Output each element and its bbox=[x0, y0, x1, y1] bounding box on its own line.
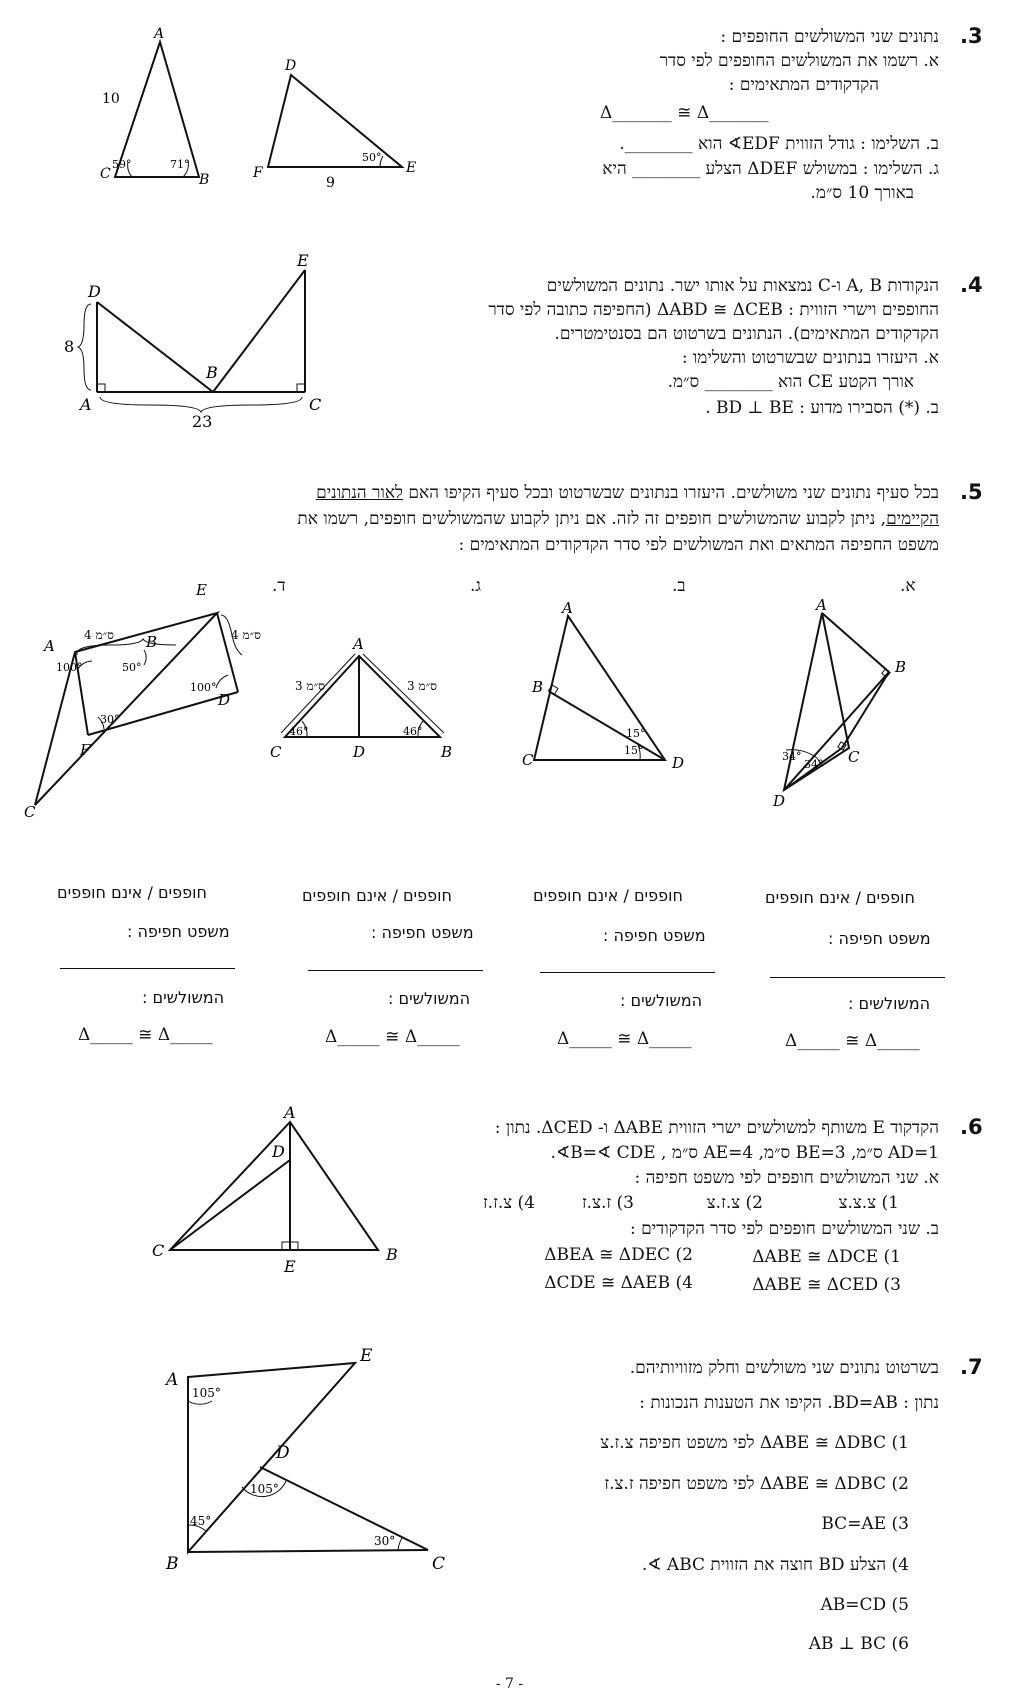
angle-1: 15° bbox=[626, 727, 646, 740]
angle-1: 46° bbox=[289, 725, 309, 738]
q4-line-4: א. היעזרו בנתונים שבשרטוט והשלימו : bbox=[681, 348, 939, 368]
angle-f: 30° bbox=[100, 713, 120, 726]
question-number-3: .3 bbox=[960, 24, 983, 48]
q4-figure bbox=[60, 251, 360, 431]
q6-a-option-1[interactable]: 1) צ.צ.צ bbox=[838, 1193, 899, 1213]
q3-title: נתונים שני המשולשים החופפים : bbox=[720, 27, 939, 47]
side-2: 3 ס״מ bbox=[407, 679, 437, 693]
q5-underlined-phrase-2: הקיימים bbox=[886, 509, 939, 529]
q7-option-4[interactable]: 4) הצלע BD חוצה את הזווית ABC ∢. bbox=[641, 1555, 909, 1575]
q6-b-option-3[interactable]: 3) ΔABE ≅ ΔCED bbox=[752, 1275, 901, 1295]
q5-part-a-letter: א. bbox=[900, 576, 916, 596]
triangle-def bbox=[268, 75, 402, 167]
page-number: - 7 - bbox=[495, 1676, 524, 1692]
q5-c-choice[interactable]: חופפים / אינם חופפים bbox=[302, 886, 452, 905]
q5-part-c-letter: ג. bbox=[470, 576, 482, 596]
label-b: B bbox=[166, 1554, 179, 1574]
q5-c-theorem-label: משפט חפיפה : bbox=[371, 923, 474, 942]
label-a: A bbox=[44, 637, 55, 655]
q7-given: נתון : BD=AB. הקיפו את הטענות הנכונות : bbox=[639, 1393, 939, 1413]
label-c: C bbox=[848, 748, 860, 766]
angle-c: 30° bbox=[374, 1534, 396, 1548]
label-e: E bbox=[360, 1346, 373, 1366]
q5-b-triangles-blank[interactable]: Δ_____ ≅ Δ_____ bbox=[557, 1029, 692, 1049]
label-c: C bbox=[24, 803, 36, 821]
q3-part-a-blank: Δ_______ ≅ Δ_______ bbox=[600, 103, 769, 123]
q5-part-d-letter: ד. bbox=[272, 576, 286, 596]
q3-part-c-line2: באורך 10 ס״מ. bbox=[810, 183, 914, 203]
q5-line-1 bbox=[316, 482, 939, 504]
side-2: 4 ס״מ bbox=[231, 628, 261, 642]
q6-b-option-1[interactable]: 1) ΔABE ≅ ΔDCE bbox=[752, 1247, 901, 1267]
q6-a-option-3[interactable]: 3) ז.צ.ז bbox=[581, 1193, 634, 1213]
q6-part-b: ב. שני המשולשים חופפים לפי סדר הקדקודים : bbox=[629, 1219, 939, 1239]
triangle-abc bbox=[115, 42, 199, 177]
q6-a-option-4[interactable]: 4) צ.ז.ז bbox=[482, 1193, 535, 1213]
side-1: 3 ס״מ bbox=[295, 679, 325, 693]
label-b: B bbox=[441, 743, 453, 761]
label-d: D bbox=[672, 754, 685, 772]
q5-b-choice[interactable]: חופפים / אינם חופפים bbox=[533, 886, 683, 905]
label-d: D bbox=[773, 792, 786, 810]
angle-2: 34° bbox=[804, 758, 824, 771]
label-a: A bbox=[154, 26, 165, 42]
q6-b-option-4[interactable]: 4) ΔCDE ≅ ΔAEB bbox=[544, 1273, 693, 1293]
label-f: F bbox=[253, 165, 263, 181]
q5-d-triangles-blank[interactable]: Δ_____ ≅ Δ_____ bbox=[78, 1025, 213, 1045]
angle-1: 34° bbox=[782, 750, 802, 763]
q5-line-2: הקיימים, ניתן לקבוע שהמשולשים חופפים זה לזה. אם ניתן לקבוע שהמשולשים חופפים, רשמו את bbox=[297, 509, 939, 529]
q7-option-2[interactable]: 2) ΔABE ≅ ΔDBC לפי משפט חפיפה ז.צ.ז bbox=[604, 1474, 909, 1494]
angle-2: 46° bbox=[403, 725, 423, 738]
q4-line-5: אורך הקטע CE הוא ________ ס״מ. bbox=[667, 372, 914, 392]
angle-d: 105° bbox=[250, 1482, 279, 1496]
label-a: A bbox=[816, 596, 827, 614]
q6-figure bbox=[150, 1103, 410, 1285]
q6-part-a: א. שני המשולשים חופפים לפי משפט חפיפה : bbox=[634, 1168, 939, 1188]
label-b: B bbox=[206, 363, 218, 382]
label-b: B bbox=[386, 1245, 398, 1264]
label-d: D bbox=[285, 58, 297, 74]
q5-d-choice[interactable]: חופפים / אינם חופפים bbox=[57, 883, 207, 902]
q7-title: בשרטוט נתונים שני משולשים וחלק מזוויותיהם. bbox=[629, 1358, 939, 1378]
angle-a: 100° bbox=[56, 661, 83, 674]
q5-line-1-text: בכל סעיף נתונים שני משולשים. היעזרו בנתונים שבשרטוט ובכל סעיף הקיפו האם לאור הנתונים bbox=[316, 483, 939, 503]
label-e: E bbox=[297, 251, 309, 270]
q5-figure-d bbox=[20, 581, 280, 825]
q5-line-3: משפט החפיפה המתאים ואת המשולשים לפי סדר הקדקודים המתאימים : bbox=[458, 535, 939, 555]
angle-b: 50° bbox=[122, 661, 142, 674]
q6-a-option-2[interactable]: 2) צ.ז.צ bbox=[706, 1193, 763, 1213]
q5-figure-c bbox=[270, 625, 475, 765]
q5-a-theorem-label: משפט חפיפה : bbox=[828, 929, 931, 948]
q5-figure-a bbox=[770, 596, 940, 810]
q4-line-6: ב. (*) הסבירו מדוע : BD ⊥ BE . bbox=[705, 398, 939, 418]
q5-d-theorem-blank[interactable] bbox=[60, 968, 235, 969]
side-ac-length: 10 bbox=[102, 91, 120, 107]
label-a: A bbox=[562, 599, 573, 617]
question-number-5: .5 bbox=[960, 480, 983, 504]
q7-option-3[interactable]: 3) BC=AE bbox=[821, 1514, 909, 1534]
label-b: B bbox=[895, 658, 907, 676]
angle-b: 71° bbox=[170, 158, 190, 171]
side-ac-length: 23 bbox=[192, 412, 213, 431]
q5-c-triangles-label: המשולשים : bbox=[388, 989, 471, 1008]
q7-option-1[interactable]: 1) ΔABE ≅ ΔDBC לפי משפט חפיפה צ.ז.צ bbox=[600, 1433, 909, 1453]
angle-d: 100° bbox=[190, 681, 217, 694]
angle-c: 59° bbox=[112, 158, 132, 171]
label-f: F bbox=[80, 741, 91, 759]
label-e: E bbox=[406, 160, 417, 176]
q5-part-b-letter: ב. bbox=[672, 576, 686, 596]
label-d: D bbox=[276, 1443, 290, 1463]
label-c: C bbox=[432, 1554, 446, 1574]
label-e: E bbox=[284, 1257, 296, 1276]
label-b: B bbox=[532, 678, 544, 696]
q5-b-triangles-label: המשולשים : bbox=[620, 991, 703, 1010]
label-d: D bbox=[218, 691, 231, 709]
q3-part-a-line1: א. רשמו את המשולשים החופפים לפי סדר bbox=[659, 51, 939, 71]
label-b: B bbox=[146, 633, 158, 651]
q4-line-2: החופפים וישרי הזווית : ΔABD ≅ ΔCEB (החפיפה כתובה לפי סדר bbox=[488, 300, 939, 320]
label-c: C bbox=[152, 1241, 165, 1260]
q6-b-option-2[interactable]: 2) ΔBEA ≅ ΔDEC bbox=[544, 1245, 693, 1265]
q6-line-2: AD=1 ס״מ, BE=3 ס״מ, AE=4 ס״מ , B=∢ CDE∢. bbox=[550, 1143, 939, 1163]
label-d: D bbox=[88, 282, 101, 301]
label-c: C bbox=[309, 395, 322, 414]
q5-b-theorem-label: משפט חפיפה : bbox=[603, 926, 706, 945]
label-c: C bbox=[270, 743, 282, 761]
q5-a-triangles-blank[interactable]: Δ_____ ≅ Δ_____ bbox=[785, 1031, 920, 1051]
angle-e: 50° bbox=[362, 151, 382, 164]
label-a: A bbox=[353, 635, 364, 653]
q5-figure-b bbox=[520, 599, 710, 790]
label-a: A bbox=[166, 1370, 179, 1390]
q5-c-triangles-blank[interactable]: Δ_____ ≅ Δ_____ bbox=[325, 1027, 460, 1047]
label-c: C bbox=[100, 166, 111, 182]
q4-line-1: הנקודות A, B ו-C נמצאות על אותו ישר. נתונים המשולשים bbox=[546, 276, 939, 296]
q5-c-theorem-blank[interactable] bbox=[308, 970, 483, 971]
question-number-7: .7 bbox=[960, 1355, 983, 1379]
q7-figure bbox=[150, 1345, 450, 1574]
q6-line-1: הקדקוד E משותף למשולשים ישרי הזווית ΔABE ו- ΔCED. נתון : bbox=[494, 1118, 939, 1138]
label-c: C bbox=[522, 751, 534, 769]
label-b: B bbox=[199, 172, 210, 188]
q5-a-choice[interactable]: חופפים / אינם חופפים bbox=[765, 888, 915, 907]
question-number-4: .4 bbox=[960, 273, 983, 297]
label-a: A bbox=[80, 395, 92, 414]
q3-figure bbox=[80, 20, 440, 200]
label-d: D bbox=[272, 1142, 285, 1161]
q3-part-a-line2: הקדקודים המתאימים : bbox=[728, 75, 879, 95]
side-1: 4 ס״מ bbox=[84, 628, 114, 642]
label-a: A bbox=[284, 1103, 296, 1122]
angle-b: 45° bbox=[190, 1514, 212, 1528]
q3-part-b: ב. השלימו : גודל הזווית EDF∢ הוא ________. bbox=[619, 134, 939, 154]
q5-underlined-phrase: לאור הנתונים bbox=[316, 483, 403, 503]
q5-b-theorem-blank[interactable] bbox=[540, 972, 715, 973]
side-fe-length: 9 bbox=[326, 175, 335, 191]
q7-option-5[interactable]: 5) AB=CD bbox=[820, 1595, 909, 1615]
label-d: D bbox=[353, 743, 366, 761]
q5-d-triangles-label: המשולשים : bbox=[142, 988, 225, 1007]
label-e: E bbox=[196, 581, 207, 599]
angle-a: 105° bbox=[192, 1386, 221, 1400]
q3-part-c-line1: ג. השלימו : במשולש ΔDEF הצלע ________ היא bbox=[602, 159, 939, 179]
angle-2: 15° bbox=[624, 744, 644, 757]
q5-a-triangles-label: המשולשים : bbox=[848, 994, 931, 1013]
q7-option-6[interactable]: 6) AB ⊥ BC bbox=[808, 1634, 909, 1654]
q5-a-theorem-blank[interactable] bbox=[770, 977, 945, 978]
side-ad-length: 8 bbox=[64, 337, 75, 356]
q5-d-theorem-label: משפט חפיפה : bbox=[127, 922, 230, 941]
q4-line-3: הקדקודים המתאימים). הנתונים בשרטוט הם בסנטימטרים. bbox=[554, 324, 939, 344]
question-number-6: .6 bbox=[960, 1115, 983, 1139]
